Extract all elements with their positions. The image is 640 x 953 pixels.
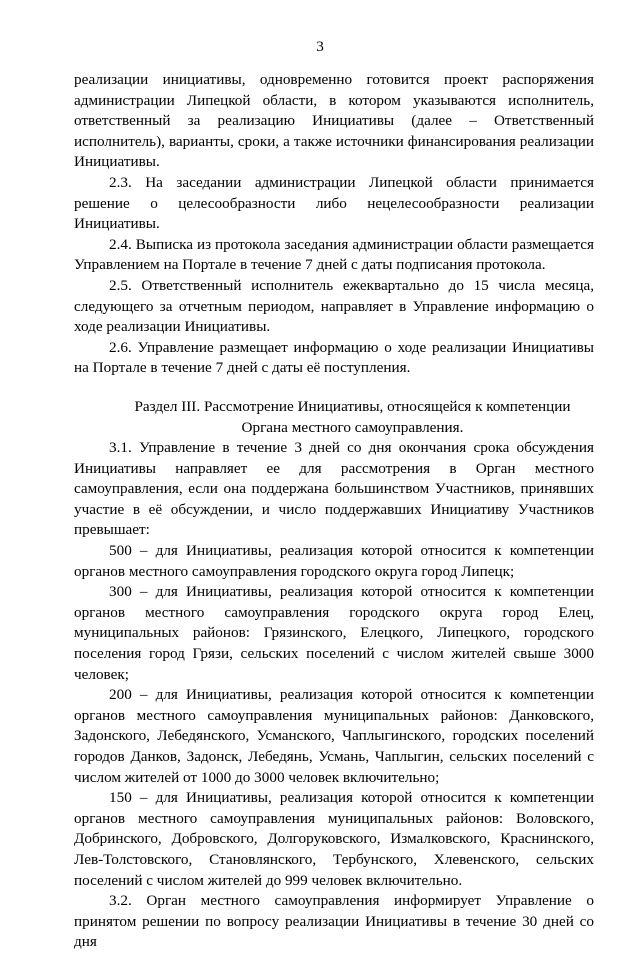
page-number: 3: [316, 38, 324, 55]
section-heading: [74, 397, 594, 438]
paragraph-threshold-150: 150 – для Инициативы, реализация которой относится к компетенции органов местного самоуправления муниципальных районов: Воловского, Добринского, Добровского, Долгоруковского, Измалковского, Краснинского, Лев-Толстовского, Становлянского, Тербунского, Хлевенского, сельских поселений с числом жителей до 999 человек включительно.: [74, 789, 594, 889]
paragraph-threshold-200: 200 – для Инициативы, реализация которой относится к компетенции органов местного самоуправления муниципальных районов: Данковского, Задонского, Лебедянского, Усманского, Чаплыгинского, городских поселений городов Данков, Задонск, Лебедянь, Усмань, Чаплыгин, сельских поселений с числом жителей от 1000 до 3000 человек включительно;: [74, 686, 594, 786]
paragraph-continuation: реализации инициативы, одновременно готовится проект распоряжения администрации Липецкой области, в котором указываются исполнитель, ответственный за реализацию Инициативы (далее – Ответственный исполнитель), варианты, сроки, а также источники финансирования реализации Инициативы.: [74, 71, 594, 171]
paragraph-2-6: 2.6. Управление размещает информацию о ходе реализации Инициативы на Портале в течение 7 дней с даты её поступления.: [74, 338, 594, 377]
paragraph-threshold-300: 300 – для Инициативы, реализация которой относится к компетенции органов местного самоуправления городского округа город Елец, муниципальных районов: Грязинского, Елецкого, Липецкого, городского поселения город Грязи, сельских поселений с числом жителей свыше 3000 человек;: [74, 583, 594, 683]
paragraph-threshold-500: 500 – для Инициативы, реализация которой относится к компетенции органов местного самоуправления городского округа город Липецк;: [74, 542, 594, 580]
paragraph-3-2: 3.2. Орган местного самоуправления информирует Управление о принятом решении по вопросу реализации Инициативы в течение 30 дней со дня: [74, 892, 594, 951]
paragraph-2-3: 2.3. На заседании администрации Липецкой области принимается решение о целесообразности либо нецелесообразности реализации Инициативы.: [74, 173, 594, 233]
paragraph-2-5: 2.5. Ответственный исполнитель ежеквартально до 15 числа месяца, следующего за отчетным периодом, направляет в Управление информацию о ходе реализации Инициативы.: [74, 276, 594, 336]
section-heading-line-1: Раздел III. Рассмотрение Инициативы, относящейся к компетенции: [134, 397, 571, 415]
document-body: [74, 70, 594, 953]
section-heading-line-2: Органа местного самоуправления.: [241, 418, 464, 436]
paragraph-3-1: 3.1. Управление в течение 3 дней со дня окончания срока обсуждения Инициативы направляет ее для рассмотрения в Орган местного самоуправления, если она поддержана большинством Участников, принявших участие в её обсуждении, и число поддержавших Инициативу Участников превышает:: [74, 439, 594, 539]
paragraph-2-4: 2.4. Выписка из протокола заседания администрации области размещается Управлением на Портале в течение 7 дней с даты подписания протокола.: [74, 235, 594, 274]
